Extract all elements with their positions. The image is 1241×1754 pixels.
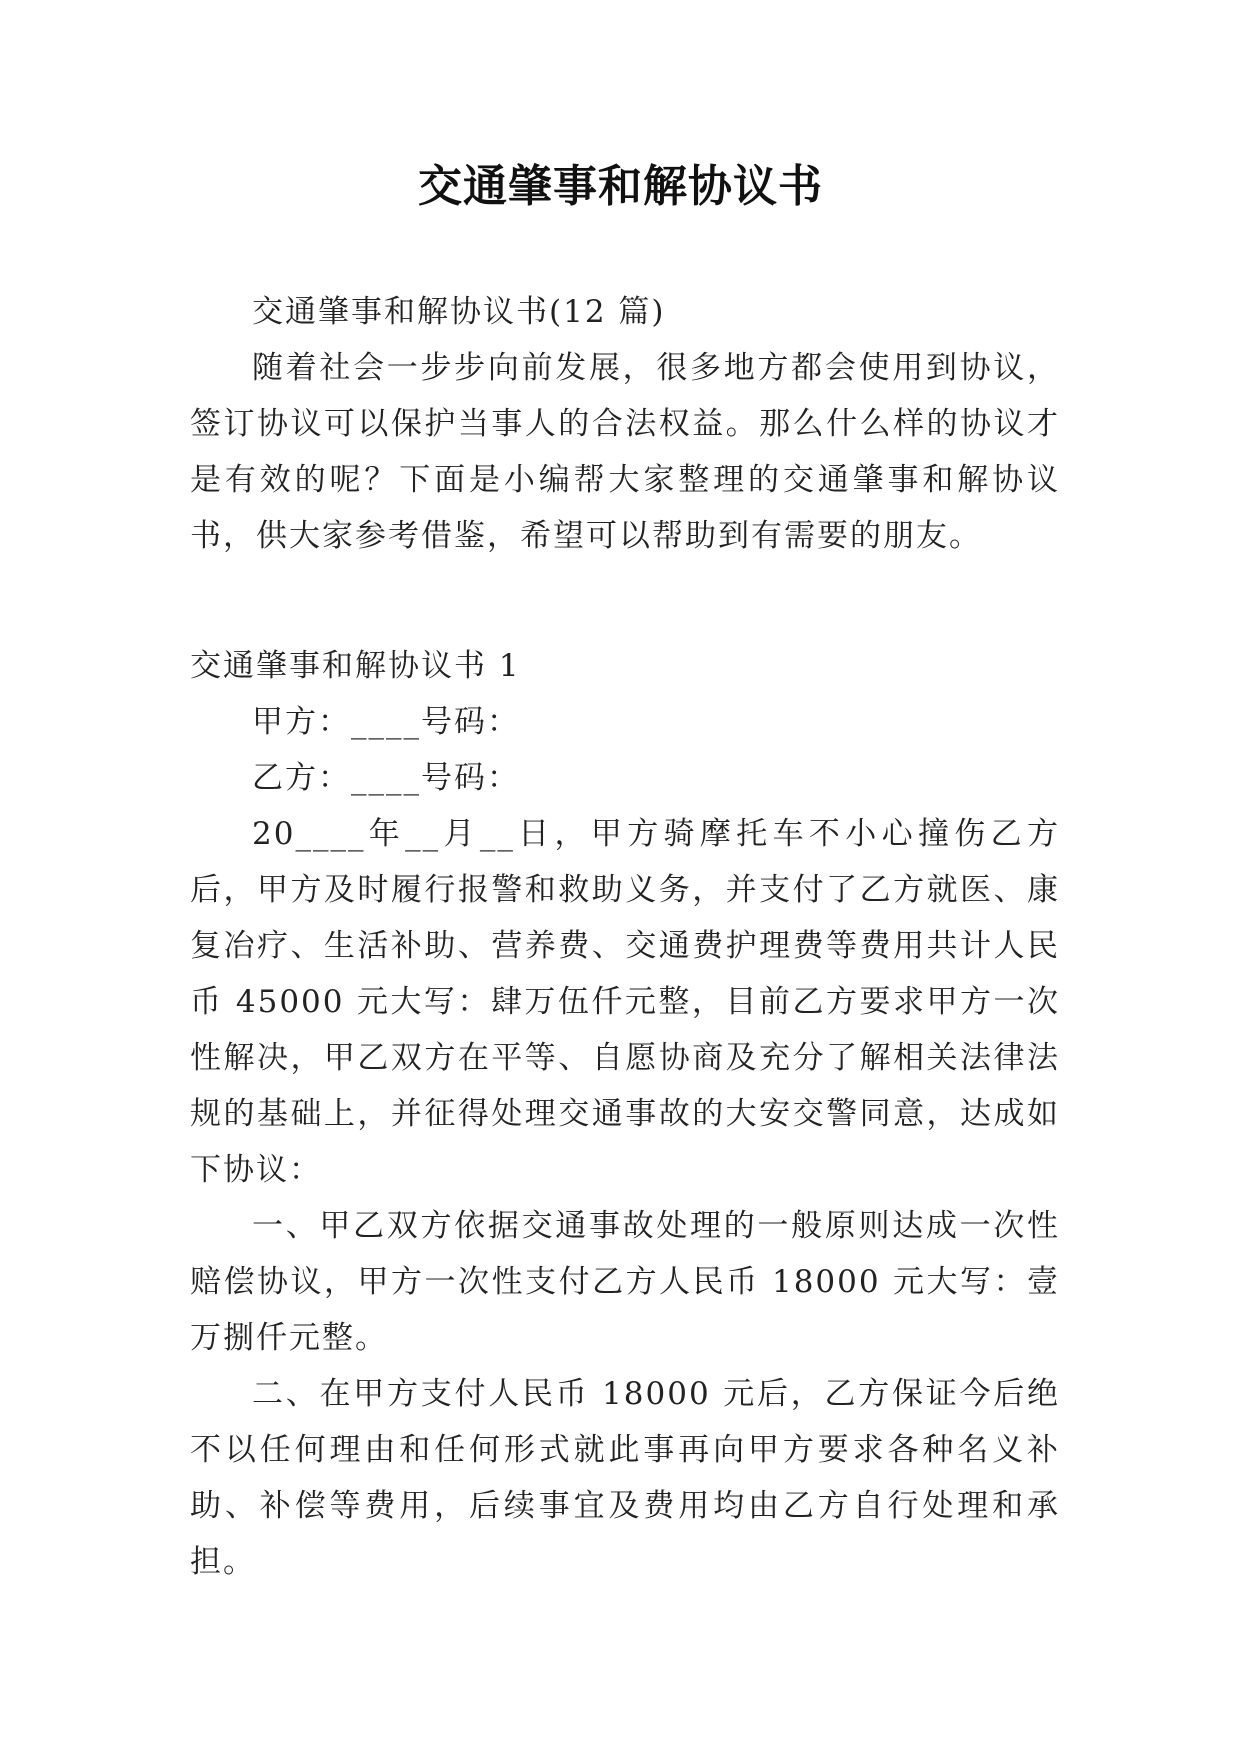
clause-one-text: 一、甲乙双方依据交通事故处理的一般原则达成一次性赔偿协议，甲方一次性支付乙方人民币 18000 元大写：壹万捌仟元整。: [190, 1208, 1060, 1356]
clause-two-text: 二、在甲方支付人民币 18000 元后，乙方保证今后绝不以任何理由和任何形式就此事再向甲方要求各种名义补助、补偿等费用，后续事宜及费用均由乙方自行处理和承担。: [190, 1376, 1060, 1580]
party-a-text: 甲方：____号码：: [252, 704, 520, 740]
party-a-line: [190, 694, 1060, 750]
section-heading-text: 交通肇事和解协议书 1: [190, 648, 521, 684]
party-b-line: [190, 750, 1060, 806]
intro-text: 随着社会一步步向前发展，很多地方都会使用到协议，签订协议可以保护当事人的合法权益。那么什么样的协议才是有效的呢？下面是小编帮大家整理的交通肇事和解协议书，供大家参考借鉴，希望可以帮助到有需要的朋友。: [190, 350, 1060, 554]
incident-text: 20____年__月__日，甲方骑摩托车不小心撞伤乙方后，甲方及时履行报警和救助义务，并支付了乙方就医、康复冶疗、生活补助、营养费、交通费护理费等费用共计人民币 45000 元大写：肆万伍仟元整，目前乙方要求甲方一次性解决，甲乙双方在平等、自愿协商及充分了解相关法律法规的基础上，并征得处理交通事故的大安交警同意，达成如下协议：: [190, 816, 1060, 1188]
party-b-text: 乙方：____号码：: [252, 760, 520, 796]
subtitle-text: 交通肇事和解协议书(12 篇): [252, 294, 666, 330]
document-title: 交通肇事和解协议书: [418, 161, 823, 212]
clause-one-paragraph: [190, 1198, 1060, 1366]
section-heading: [190, 638, 1060, 694]
document-subtitle: [190, 284, 1060, 340]
incident-paragraph: [190, 806, 1060, 1198]
clause-two-paragraph: [190, 1366, 1060, 1590]
intro-paragraph: [190, 340, 1060, 564]
